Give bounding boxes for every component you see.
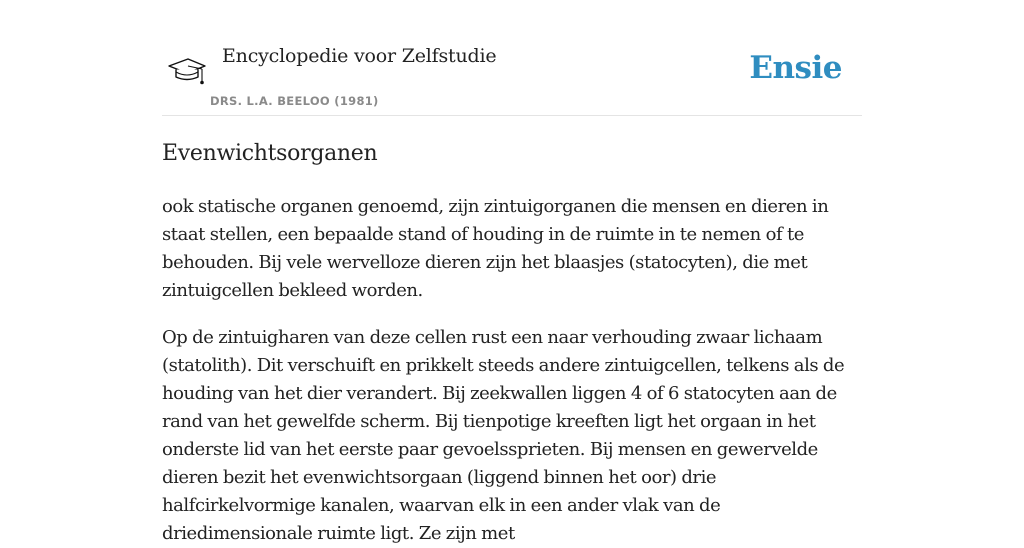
article [162,138,862,548]
article-paragraph: Op de zintuigharen van deze cellen rust een naar verhouding zwaar lichaam (statolith). Dit verschuift en prikkelt steeds andere zintuigcellen, telkens als de houding van het dier verandert. Bij zeekwallen liggen 4 of 6 statocyten aan de rand van het gewelfde scherm. Bij tienpotige kreeften ligt het orgaan in het onderste lid van het eerste paar gevoelssprieten. Bij mensen en gewervelde dieren bezit het evenwichtsorgaan (liggend binnen het oor) drie halfcirkelvormige kanalen, waarvan elk in een ander vlak van de driedimensionale ruimte ligt. Ze zijn met [162,327,845,544]
graduation-cap-icon [166,52,208,92]
article-title: Evenwichtsorganen [162,141,378,166]
book-title[interactable]: Encyclopedie voor Zelfstudie [222,45,497,67]
author-credit: DRS. L.A. BEELOO (1981) [210,94,379,108]
book-header [162,40,862,116]
brand-logo[interactable]: Ensie [749,50,842,86]
article-paragraph: ook statische organen genoemd, zijn zintuigorganen die mensen en dieren in staat stellen, een bepaalde stand of houding in de ruimte in te nemen of te behouden. Bij vele wervelloze dieren zijn het blaasjes (statocyten), die met zintuigcellen bekleed worden. [162,196,829,301]
book-logo[interactable] [166,52,208,92]
